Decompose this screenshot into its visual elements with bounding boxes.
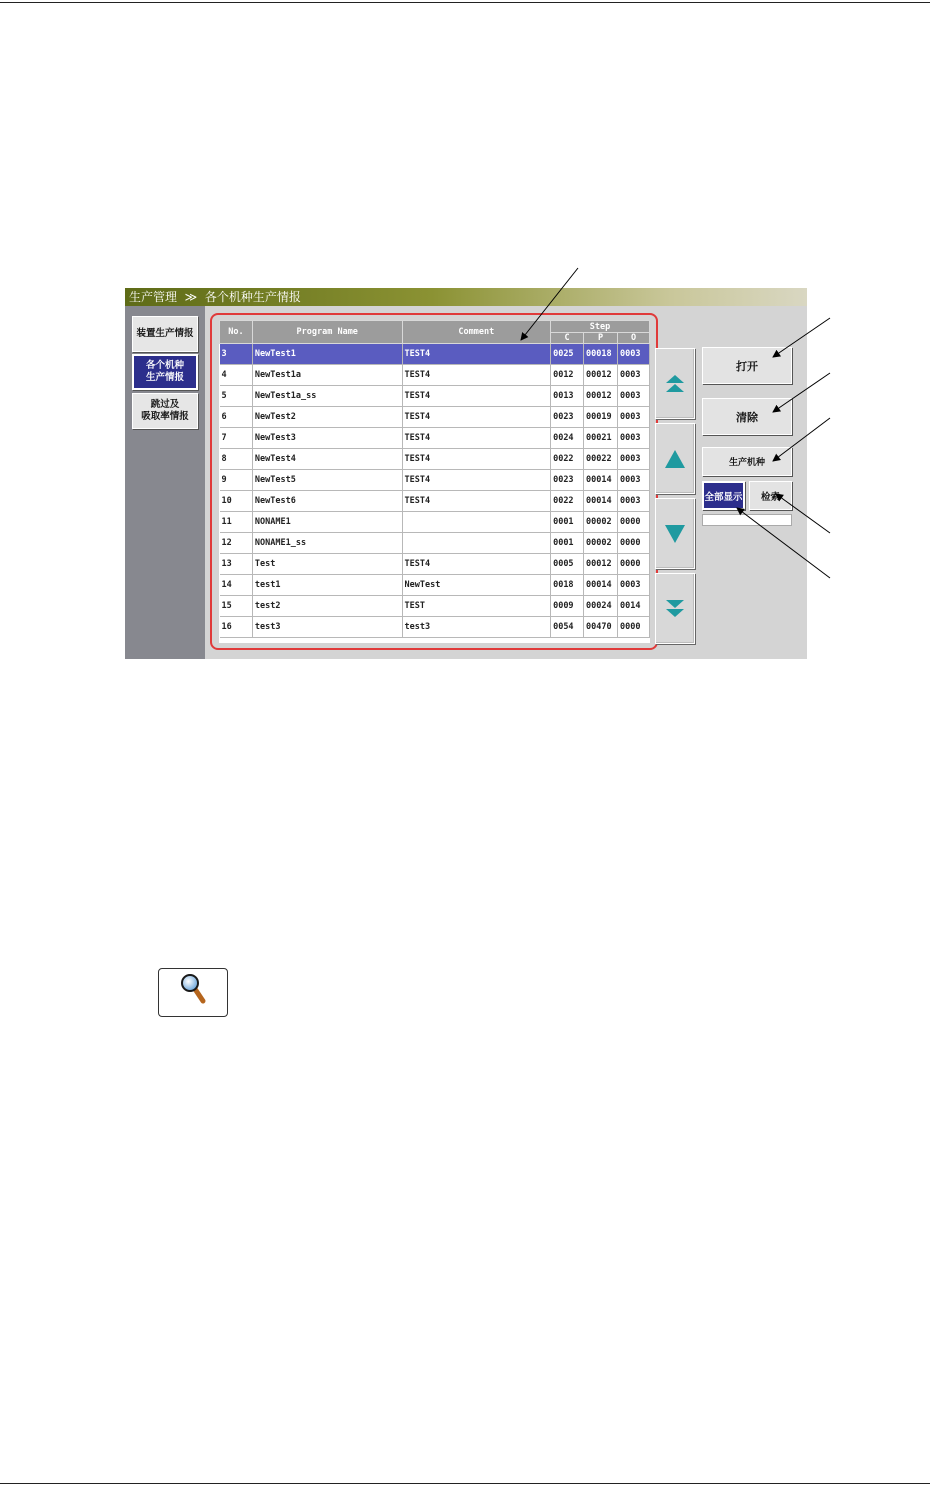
cell-program: NewTest1a	[252, 365, 402, 386]
cell-o: 0000	[618, 554, 650, 575]
cell-no: 5	[220, 386, 253, 407]
cell-program: NONAME1_ss	[252, 533, 402, 554]
leader-production-model	[773, 418, 830, 461]
cell-c: 0001	[551, 533, 584, 554]
cell-c: 0023	[551, 407, 584, 428]
cell-c: 0012	[551, 365, 584, 386]
cell-o: 0003	[618, 407, 650, 428]
cell-no: 6	[220, 407, 253, 428]
clear-button[interactable]: 清除	[702, 398, 792, 435]
cell-c: 0001	[551, 512, 584, 533]
open-button[interactable]: 打开	[702, 347, 792, 384]
cell-no: 11	[220, 512, 253, 533]
cell-comment: TEST4	[402, 428, 551, 449]
cell-program: NewTest1	[252, 344, 402, 365]
cell-comment: TEST4	[402, 386, 551, 407]
cell-program: test1	[252, 575, 402, 596]
cell-comment: TEST4	[402, 365, 551, 386]
sidebar-item-skip-pickup-rate-info[interactable]: 跳过及 吸取率情报	[132, 393, 198, 429]
cell-p: 00024	[584, 596, 618, 617]
cell-c: 0013	[551, 386, 584, 407]
header-step-o[interactable]: O	[618, 333, 650, 344]
cell-p: 00021	[584, 428, 618, 449]
cell-o: 0003	[618, 491, 650, 512]
cell-program: NewTest5	[252, 470, 402, 491]
cell-comment: test3	[402, 617, 551, 638]
cell-p: 00014	[584, 491, 618, 512]
cell-p: 00018	[584, 344, 618, 365]
sidebar-item-model-production-info[interactable]: 各个机种 生产情报	[132, 354, 198, 390]
cell-o: 0014	[618, 596, 650, 617]
cell-p: 00012	[584, 554, 618, 575]
header-step-p[interactable]: P	[584, 333, 618, 344]
sidebar-item-device-production-info[interactable]: 装置生产情报	[132, 316, 198, 352]
header-comment[interactable]: Comment	[402, 321, 551, 344]
cell-no: 9	[220, 470, 253, 491]
search-button[interactable]: 检索	[749, 481, 792, 510]
cell-c: 0018	[551, 575, 584, 596]
leader-clear	[773, 373, 830, 412]
show-all-button[interactable]: 全部显示	[702, 481, 745, 510]
cell-program: NewTest2	[252, 407, 402, 428]
cell-comment: TEST4	[402, 470, 551, 491]
cell-p: 00022	[584, 449, 618, 470]
cell-o: 0003	[618, 449, 650, 470]
leader-show-all	[737, 508, 830, 578]
cell-program: NewTest3	[252, 428, 402, 449]
cell-no: 3	[220, 344, 253, 365]
cell-program: test2	[252, 596, 402, 617]
cell-o: 0003	[618, 428, 650, 449]
cell-c: 0022	[551, 491, 584, 512]
magnifier-icon	[159, 969, 227, 1016]
breadcrumb: 生产管理 ≫ 各个机种生产情报	[125, 288, 807, 306]
cell-program: NewTest1a_ss	[252, 386, 402, 407]
cell-p: 00019	[584, 407, 618, 428]
leader-open	[773, 318, 830, 357]
cell-comment: TEST4	[402, 554, 551, 575]
cell-comment: TEST4	[402, 491, 551, 512]
cell-c: 0023	[551, 470, 584, 491]
cell-o: 0003	[618, 386, 650, 407]
header-step: Step	[551, 321, 650, 333]
cell-c: 0025	[551, 344, 584, 365]
cell-program: NONAME1	[252, 512, 402, 533]
cell-p: 00014	[584, 575, 618, 596]
cell-o: 0000	[618, 533, 650, 554]
cell-program: NewTest6	[252, 491, 402, 512]
cell-comment: TEST4	[402, 407, 551, 428]
cell-o: 0000	[618, 512, 650, 533]
cell-program: test3	[252, 617, 402, 638]
cell-o: 0000	[618, 617, 650, 638]
cell-c: 0054	[551, 617, 584, 638]
cell-no: 8	[220, 449, 253, 470]
cell-comment: TEST	[402, 596, 551, 617]
leader-table	[521, 268, 578, 340]
cell-p: 00012	[584, 386, 618, 407]
cell-c: 0022	[551, 449, 584, 470]
cell-program: NewTest4	[252, 449, 402, 470]
cell-comment: TEST4	[402, 449, 551, 470]
cell-no: 14	[220, 575, 253, 596]
search-key-icon-box	[158, 968, 228, 1017]
header-step-c[interactable]: C	[551, 333, 584, 344]
cell-p: 00014	[584, 470, 618, 491]
cell-no: 7	[220, 428, 253, 449]
production-model-button[interactable]: 生产机种	[702, 447, 792, 476]
cell-p: 00470	[584, 617, 618, 638]
cell-o: 0003	[618, 575, 650, 596]
leader-search	[776, 494, 830, 533]
cell-c: 0024	[551, 428, 584, 449]
cell-no: 15	[220, 596, 253, 617]
cell-c: 0005	[551, 554, 584, 575]
cell-no: 4	[220, 365, 253, 386]
cell-o: 0003	[618, 365, 650, 386]
cell-o: 0003	[618, 344, 650, 365]
cell-comment: TEST4	[402, 344, 551, 365]
cell-p: 00012	[584, 365, 618, 386]
header-no[interactable]: No.	[220, 321, 253, 344]
cell-no: 16	[220, 617, 253, 638]
cell-no: 12	[220, 533, 253, 554]
cell-p: 00002	[584, 533, 618, 554]
cell-no: 13	[220, 554, 253, 575]
cell-p: 00002	[584, 512, 618, 533]
cell-o: 0003	[618, 470, 650, 491]
header-program-name[interactable]: Program Name	[252, 321, 402, 344]
cell-comment: NewTest	[402, 575, 551, 596]
cell-no: 10	[220, 491, 253, 512]
cell-c: 0009	[551, 596, 584, 617]
cell-program: Test	[252, 554, 402, 575]
